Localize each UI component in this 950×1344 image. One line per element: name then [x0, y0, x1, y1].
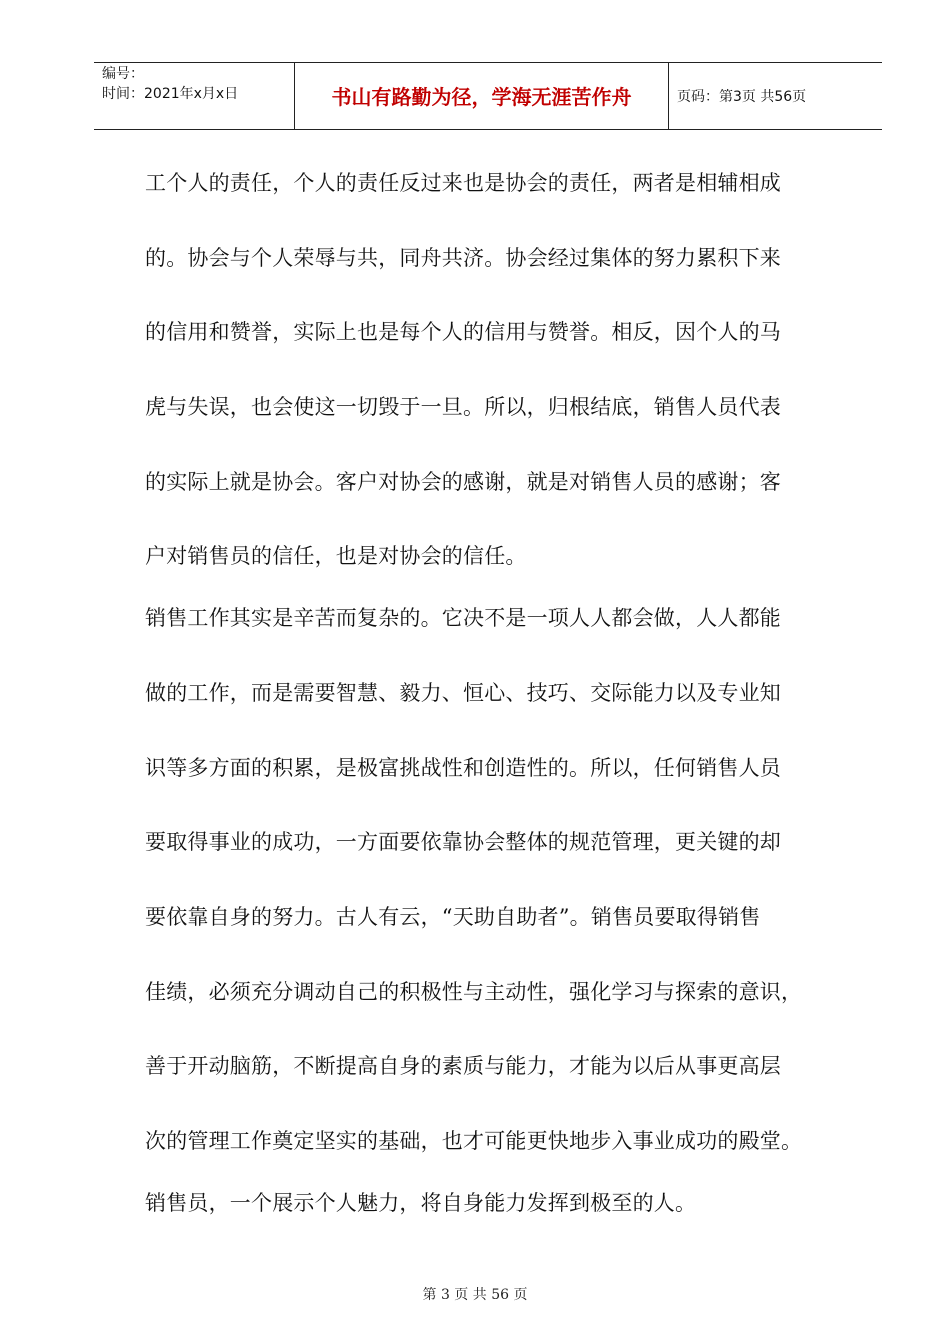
- body-line: 要依靠自身的努力。古人有云，“天助自助者”。销售员要取得销售: [145, 905, 761, 929]
- header-motto: 书山有路勤为径，学海无涯苦作舟: [331, 85, 632, 109]
- body-line: 的信用和赞誉，实际上也是每个人的信用与赞誉。相反，因个人的马: [145, 320, 781, 344]
- body-line: 户对销售员的信任，也是对协会的信任。: [145, 544, 527, 568]
- page-header: [94, 62, 882, 130]
- body-line: 的。协会与个人荣辱与共，同舟共济。协会经过集体的努力累积下来: [145, 246, 781, 270]
- body-line: 销售员，一个展示个人魅力，将自身能力发挥到极至的人。: [145, 1191, 697, 1215]
- body-line: 善于开动脑筋，不断提高自身的素质与能力，才能为以后从事更高层: [145, 1054, 781, 1078]
- header-meta-cell: [94, 63, 294, 129]
- header-page-info: 页码：第3页 共56页: [677, 89, 807, 105]
- header-motto-cell: [294, 63, 669, 129]
- page-footer: 第 3 页 共 56 页: [422, 1287, 528, 1303]
- body-line: 虎与失误，也会使这一切毁于一旦。所以，归根结底，销售人员代表: [145, 395, 781, 419]
- body-line: 销售工作其实是辛苦而复杂的。它决不是一项人人都会做，人人都能: [145, 606, 781, 630]
- body-line: 做的工作，而是需要智慧、毅力、恒心、技巧、交际能力以及专业知: [145, 681, 781, 705]
- body-line: 的实际上就是协会。客户对协会的感谢，就是对销售人员的感谢；客: [145, 470, 781, 494]
- document-number-label: 编号：: [102, 66, 144, 82]
- body-line: 要取得事业的成功，一方面要依靠协会整体的规范管理，更关键的却: [145, 830, 781, 854]
- body-line: 工个人的责任，个人的责任反过来也是协会的责任，两者是相辅相成: [145, 171, 781, 195]
- body-line: 识等多方面的积累，是极富挑战性和创造性的。所以，任何销售人员: [145, 756, 781, 780]
- body-line: 次的管理工作奠定坚实的基础，也才可能更快地步入事业成功的殿堂。: [145, 1129, 803, 1153]
- body-line: 佳绩，必须充分调动自己的积极性与主动性，强化学习与探索的意识，: [145, 980, 803, 1004]
- header-page-cell: [667, 63, 882, 129]
- document-time-label: 时间：2021年x月x日: [102, 86, 239, 102]
